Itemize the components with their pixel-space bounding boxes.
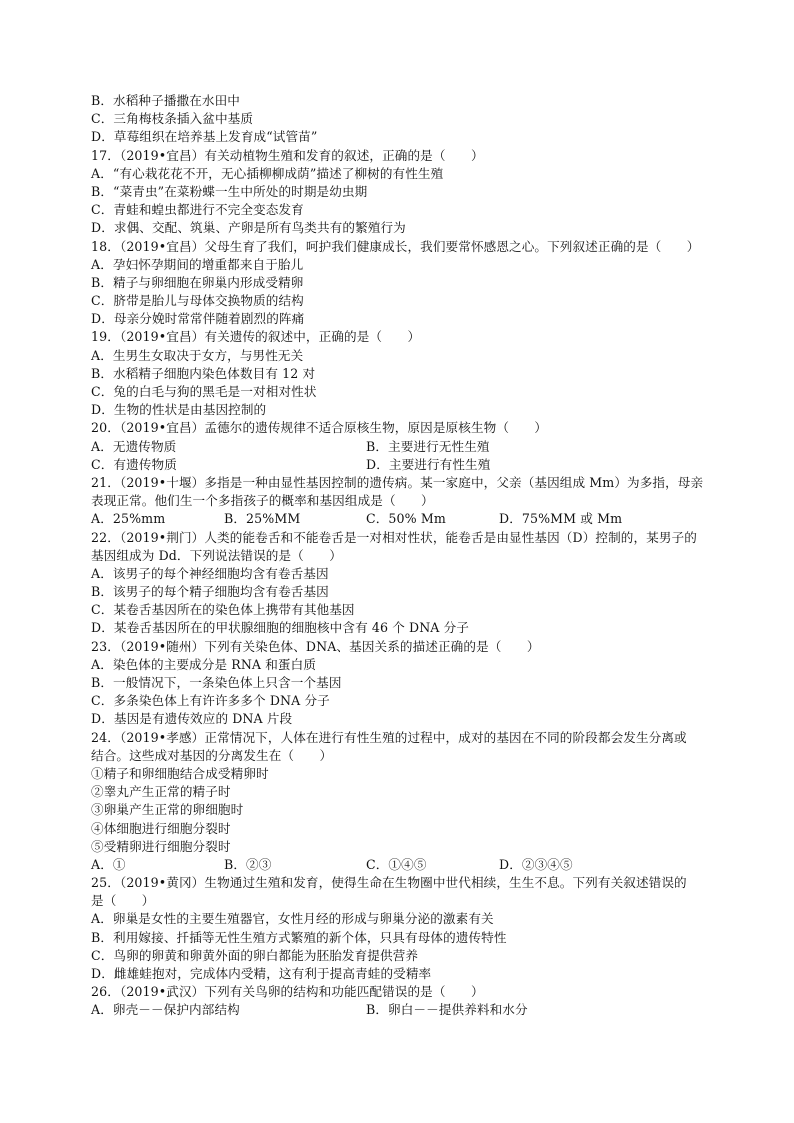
answer-option: D．母亲分娩时常常伴随着剧烈的阵痛 (91, 311, 305, 327)
question-stem-continued: 基因组成为 Dd．下列说法错误的是（ ） (91, 547, 342, 563)
answer-option: A．染色体的主要成分是 RNA 和蛋白质 (91, 656, 317, 672)
question-stem: 20．（2019•宜昌）孟德尔的遗传规律不适合原核生物，原因是原核生物（ ） (91, 420, 548, 436)
answer-option: D．雌雄蛙抱对，完成体内受精，这有利于提高青蛙的受精率 (91, 966, 432, 981)
answer-option: B．“菜青虫”在菜粉蝶一生中所处的时期是幼虫期 (91, 183, 368, 199)
answer-option: D．生物的性状是由基因控制的 (91, 402, 267, 418)
answer-option: A．① (91, 856, 126, 872)
answer-option: D．草莓组织在培养基上发育成“试管苗” (91, 129, 318, 145)
answer-option: B．精子与卵细胞在卵巢内形成受精卵 (91, 274, 304, 290)
question-stem: 19．（2019•宜昌）有关遗传的叙述中，正确的是（ ） (91, 329, 421, 345)
question-stem: 23．（2019•随州）下列有关染色体、DNA、基因关系的描述正确的是（ ） (91, 638, 540, 654)
answer-option-row (0, 510, 794, 528)
answer-option: ③卵巢产生正常的卵细胞时 (91, 802, 244, 818)
answer-option: ⑤受精卵进行细胞分裂时 (91, 838, 231, 854)
answer-option: B．该男子的每个精子细胞均含有卷舌基因 (91, 584, 329, 600)
answer-option: C．鸟卵的卵黄和卵黄外面的卵白都能为胚胎发育提供营养 (91, 947, 419, 963)
answer-option: D．②③④⑤ (499, 856, 573, 872)
question-stem-continued: 结合。这些成对基因的分离发生在（ ） (91, 747, 333, 763)
question-stem: 22．（2019•荆门）人类的能卷舌和不能卷舌是一对相对性状，能卷舌是由显性基因（D）控制的，某男子的 (91, 529, 697, 545)
answer-option: C．有遗传物质 (91, 456, 177, 472)
question-stem-continued: 是（ ） (91, 893, 155, 909)
answer-option: C．①④⑤ (366, 856, 427, 872)
answer-option: A．“有心栽花花不开，无心插柳柳成荫”描述了柳树的有性生殖 (91, 165, 444, 181)
answer-option: C．多条染色体上有许许多多个 DNA 分子 (91, 693, 330, 709)
question-stem: 21．（2019•十堰）多指是一种由显性基因控制的遗传病。某一家庭中，父亲（基因组成 Mm）为多指，母亲 (91, 474, 704, 490)
answer-option: A．孕妇怀孕期间的增重都来自于胎儿 (91, 256, 304, 272)
answer-option: C．青蛙和蝗虫都进行不完全变态发育 (91, 202, 304, 218)
answer-option: B．一般情况下，一条染色体上只含一个基因 (91, 675, 342, 690)
answer-option: D．基因是有遗传效应的 DNA 片段 (91, 711, 293, 727)
answer-option: B．水稻精子细胞内染色体数目有 12 对 (91, 365, 316, 381)
question-stem: 26．（2019•武汉）下列有关鸟卵的结构和功能匹配错误的是（ ） (91, 984, 484, 1000)
answer-option: A．生男生女取决于女方，与男性无关 (91, 347, 304, 363)
answer-option: B．②③ (224, 856, 272, 872)
answer-option: ①精子和卵细胞结合成受精卵时 (91, 765, 269, 781)
answer-option-row (0, 456, 794, 474)
answer-option: B．卵白－－提供养料和水分 (366, 1002, 528, 1018)
answer-option: B．水稻种子播撒在水田中 (91, 93, 240, 108)
answer-option: B．利用嫁接、扦插等无性生殖方式繁殖的新个体，只具有母体的遗传特性 (91, 929, 507, 945)
answer-option: B．25%MM (224, 511, 301, 527)
answer-option: A．卵巢是女性的主要生殖器官，女性月经的形成与卵巢分泌的激素有关 (91, 911, 494, 927)
answer-option: A．无遗传物质 (91, 438, 177, 454)
document-page (0, 92, 794, 1020)
question-stem: 24．（2019•孝感）正常情况下，人体在进行有性生殖的过程中，成对的基因在不同的阶段都会发生分离或 (91, 729, 687, 745)
answer-option-row (0, 1001, 794, 1019)
answer-option: D．求偶、交配、筑巢、产卵是所有鸟类共有的繁殖行为 (91, 220, 406, 236)
answer-option: D．75%MM 或 Mm (499, 511, 623, 527)
answer-option: C．某卷舌基因所在的染色体上携带有其他基因 (91, 602, 355, 618)
answer-option: A．该男子的每个神经细胞均含有卷舌基因 (91, 565, 329, 581)
answer-option: ④体细胞进行细胞分裂时 (91, 820, 231, 836)
answer-option: C．脐带是胎儿与母体交换物质的结构 (91, 293, 304, 309)
question-stem: 25．（2019•黄冈）生物通过生殖和发育，使得生命在生物圈中世代相续，生生不息。下列有关叙述错误的 (91, 875, 687, 891)
answer-option-row (0, 856, 794, 874)
answer-option: D．某卷舌基因所在的甲状腺细胞的细胞核中含有 46 个 DNA 分子 (91, 620, 469, 636)
answer-option: C．兔的白毛与狗的黑毛是一对相对性状 (91, 384, 317, 399)
answer-option: A．卵壳－－保护内部结构 (91, 1002, 240, 1018)
answer-option: D．主要进行有性生殖 (366, 456, 491, 472)
answer-option: C．50% Mm (366, 511, 446, 527)
question-stem: 17．（2019•宜昌）有关动植物生殖和发育的叙述，正确的是（ ） (91, 147, 484, 163)
question-stem-continued: 表现正常。他们生一个多指孩子的概率和基因组成是（ ） (91, 493, 434, 509)
answer-option: ②睾丸产生正常的精子时 (91, 784, 231, 800)
answer-option-row (0, 438, 794, 456)
answer-option: A．25%mm (91, 511, 166, 527)
question-stem: 18．（2019•宜昌）父母生育了我们，呵护我们健康成长，我们要常怀感恩之心。下列叙述正确的是（ ） (91, 238, 700, 254)
answer-option: C．三角梅枝条插入盆中基质 (91, 111, 254, 127)
answer-option: B．主要进行无性生殖 (366, 438, 490, 454)
